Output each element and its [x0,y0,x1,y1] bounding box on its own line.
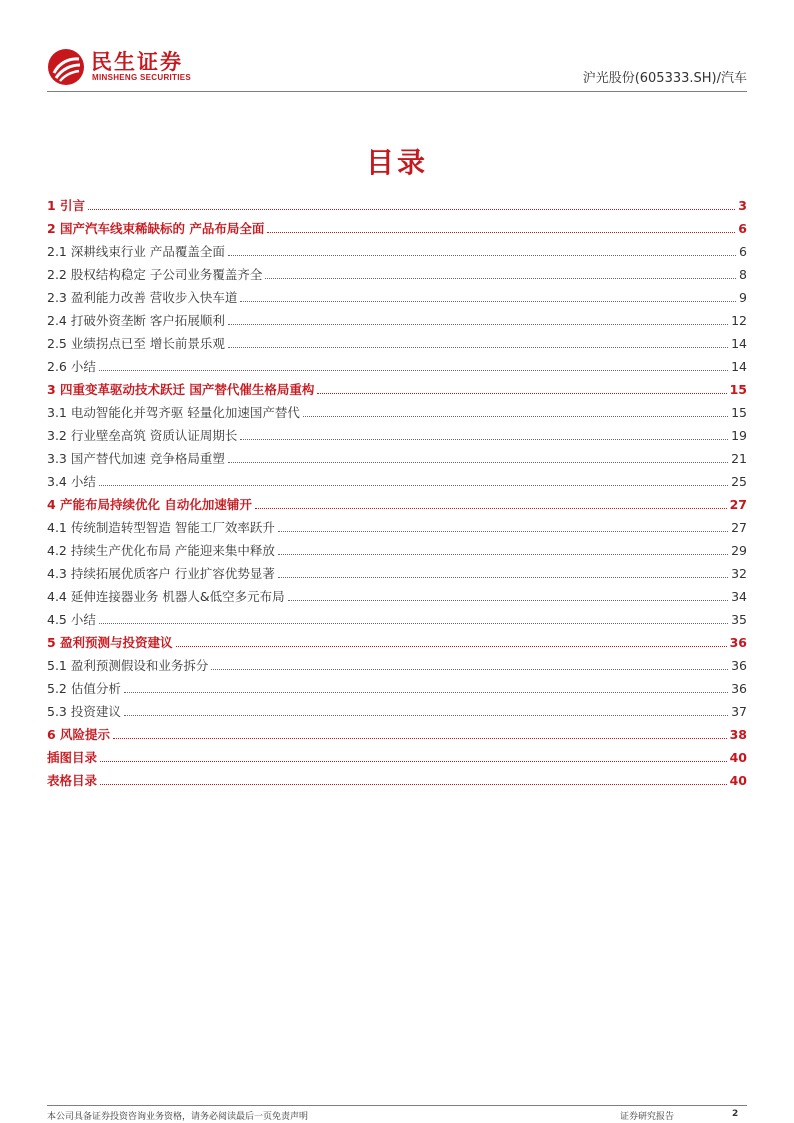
toc-leader-dots [99,485,728,486]
toc-leader-dots [99,623,728,624]
toc-entry-page: 29 [731,543,747,558]
toc-leader-dots [228,324,728,325]
toc-entry-page: 14 [731,336,747,351]
toc-leader-dots [240,301,736,302]
toc-leader-dots [278,531,728,532]
toc-entry[interactable] [47,398,747,421]
toc-entry-page: 15 [729,382,747,397]
toc-leader-dots [278,554,728,555]
toc-leader-dots [99,370,728,371]
toc-entry[interactable] [47,559,747,582]
toc-leader-dots [100,761,727,762]
toc-entry-label: 5.1 盈利预测假设和业务拆分 [47,658,209,673]
toc-leader-dots [265,278,736,279]
page-header [47,44,747,92]
toc-entry-page: 9 [739,290,747,305]
toc-entry[interactable] [47,490,747,513]
toc-leader-dots [211,669,728,670]
toc-entry-label: 4.5 小结 [47,612,96,627]
toc-entry-page: 27 [731,520,747,535]
toc-entry[interactable] [47,582,747,605]
toc-leader-dots [100,784,727,785]
toc-entry-label: 6 风险提示 [47,727,111,742]
toc-entry-label: 5.2 估值分析 [47,681,121,696]
toc-leader-dots [88,209,735,210]
toc-entry-label: 4.2 持续生产优化布局 产能迎来集中释放 [47,543,275,558]
toc-entry-label: 4.4 延伸连接器业务 机器人&低空多元布局 [47,589,285,604]
toc-entry-label: 表格目录 [47,773,98,788]
toc-entry-label: 2.2 股权结构稳定 子公司业务覆盖齐全 [47,267,263,282]
toc-entry[interactable] [47,421,747,444]
toc-leader-dots [124,692,728,693]
toc-entry-label: 5.3 投资建议 [47,704,121,719]
toc-entry[interactable] [47,720,747,743]
toc-entry-label: 3.3 国产替代加速 竞争格局重塑 [47,451,225,466]
footer-divider [47,1105,747,1106]
toc-entry-label: 2.4 打破外资垄断 客户拓展顺利 [47,313,225,328]
toc-entry[interactable] [47,651,747,674]
toc-entry[interactable] [47,605,747,628]
toc-title: 目录 [365,146,428,179]
toc-entry-page: 40 [729,773,747,788]
toc-entry[interactable] [47,513,747,536]
toc-entry[interactable] [47,214,747,237]
toc-entry-label: 4.1 传统制造转型智造 智能工厂效率跃升 [47,520,275,535]
toc-entry-page: 19 [731,428,747,443]
toc-entry[interactable] [47,674,747,697]
toc-entry[interactable] [47,536,747,559]
toc-leader-dots [267,232,735,233]
footer-report-type: 证券研究报告 [620,1112,675,1122]
toc-leader-dots [278,577,728,578]
table-of-contents [47,191,747,789]
toc-entry-label: 4.3 持续拓展优质客户 行业扩容优势显著 [47,566,275,581]
toc-entry-page: 34 [731,589,747,604]
toc-entry-page: 35 [731,612,747,627]
toc-leader-dots [228,255,736,256]
toc-entry-label: 2 国产汽车线束稀缺标的 产品布局全面 [47,221,265,236]
toc-entry[interactable] [47,375,747,398]
toc-entry-page: 6 [738,221,747,236]
footer-disclaimer: 本公司具备证券投资咨询业务资格，请务必阅读最后一页免责声明 [47,1112,309,1122]
toc-entry-page: 36 [731,658,747,673]
toc-entry-page: 12 [731,313,747,328]
brand-name-en: MINSHENG SECURITIES [92,73,192,82]
toc-entry-page: 15 [731,405,747,420]
toc-leader-dots [303,416,728,417]
brand-name-cn: 民生证券 [91,50,183,74]
minsheng-logo [47,44,207,86]
toc-entry-page: 32 [731,566,747,581]
toc-entry-page: 3 [738,198,747,213]
toc-entry[interactable] [47,260,747,283]
toc-entry[interactable] [47,329,747,352]
toc-leader-dots [176,646,727,647]
toc-entry[interactable] [47,191,747,214]
toc-entry-page: 8 [739,267,747,282]
toc-entry[interactable] [47,283,747,306]
toc-entry-label: 2.5 业绩拐点已至 增长前景乐观 [47,336,225,351]
toc-entry[interactable] [47,306,747,329]
toc-entry-page: 27 [729,497,747,512]
toc-leader-dots [240,439,728,440]
minsheng-logo-icon [47,48,85,86]
toc-entry-label: 3.2 行业壁垒高筑 资质认证周期长 [47,428,238,443]
toc-leader-dots [317,393,726,394]
toc-leader-dots [228,462,728,463]
toc-entry-page: 6 [739,244,747,259]
toc-entry-page: 40 [729,750,747,765]
toc-entry-label: 3.1 电动智能化并驾齐驱 轻量化加速国产替代 [47,405,300,420]
toc-entry[interactable] [47,237,747,260]
toc-entry-label: 3.4 小结 [47,474,96,489]
toc-leader-dots [124,715,728,716]
toc-entry[interactable] [47,467,747,490]
toc-leader-dots [113,738,727,739]
toc-leader-dots [255,508,727,509]
toc-entry-label: 插图目录 [47,750,98,765]
toc-entry-label: 2.1 深耕线束行业 产品覆盖全面 [47,244,225,259]
toc-entry[interactable] [47,444,747,467]
toc-entry-page: 21 [731,451,747,466]
header-divider [47,91,747,92]
report-tag: 沪光股份(605333.SH)/汽车 [582,71,747,86]
toc-entry[interactable] [47,743,747,766]
toc-entry-label: 3 四重变革驱动技术跃迁 国产替代催生格局重构 [47,382,315,397]
toc-leader-dots [288,600,729,601]
toc-entry-page: 37 [731,704,747,719]
toc-entry-page: 25 [731,474,747,489]
toc-entry-label: 5 盈利预测与投资建议 [47,635,173,650]
toc-entry[interactable] [47,697,747,720]
toc-entry[interactable] [47,352,747,375]
toc-entry-label: 2.3 盈利能力改善 营收步入快车道 [47,290,238,305]
toc-entry-label: 1 引言 [47,198,86,213]
toc-entry-page: 14 [731,359,747,374]
toc-entry-page: 36 [731,681,747,696]
toc-entry[interactable] [47,628,747,651]
toc-leader-dots [228,347,728,348]
toc-entry[interactable] [47,766,747,789]
toc-entry-label: 2.6 小结 [47,359,96,374]
toc-entry-page: 38 [729,727,747,742]
footer-page-number: 2 [732,1109,739,1119]
toc-entry-label: 4 产能布局持续优化 自动化加速铺开 [47,497,252,512]
toc-entry-page: 36 [729,635,747,650]
